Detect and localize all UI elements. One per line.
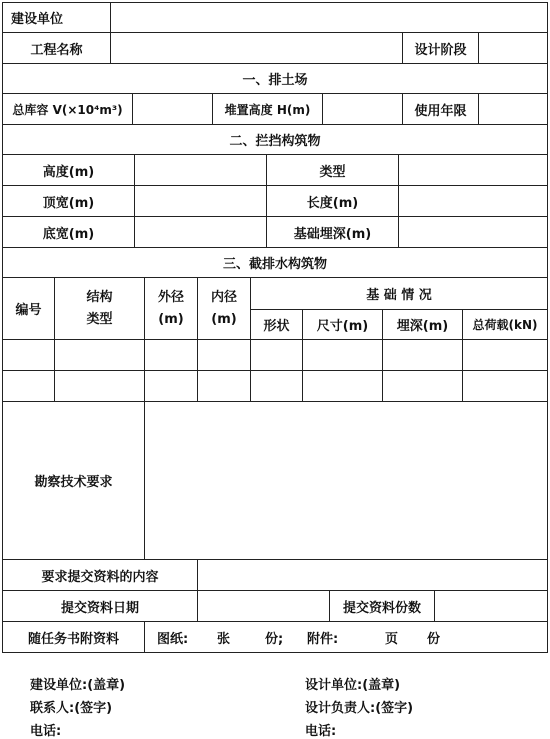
appendix-label: 附件: (307, 631, 339, 647)
label-bottom-width: 底宽(m) (3, 217, 135, 247)
cell-size[interactable] (303, 371, 383, 401)
cell-size[interactable] (303, 340, 383, 370)
table-row (2, 340, 548, 371)
field-total-capacity[interactable] (133, 94, 213, 124)
col-structure-type (55, 278, 145, 339)
field-submit-copies[interactable] (435, 591, 547, 621)
sheets-unit: 张 (217, 631, 231, 647)
footer-phone-left: 电话: (30, 724, 62, 739)
section3-header (2, 248, 548, 278)
label-top-width: 顶宽(m) (3, 186, 135, 216)
row-attachments (2, 622, 548, 653)
col-size: 尺寸(m) (303, 309, 383, 339)
field-submit-date[interactable] (198, 591, 330, 621)
field-design-stage[interactable] (479, 33, 547, 63)
row-retaining-2 (2, 186, 548, 217)
cell-inner[interactable] (198, 340, 251, 370)
footer-construction-unit: 建设单位:(盖章) (30, 678, 126, 693)
label-submit-content: 要求提交资料的内容 (3, 560, 198, 590)
row-submit-content (2, 560, 548, 591)
field-service-life[interactable] (479, 94, 547, 124)
label-construction-unit: 建设单位 (3, 3, 111, 32)
drawings-label: 图纸: (157, 631, 189, 647)
label-stack-height: 堆置高度 H(m) (213, 94, 323, 124)
section1-header (2, 64, 548, 94)
label-type: 类型 (267, 155, 399, 185)
copies2-unit: 份 (427, 631, 441, 647)
col-outer-line1: 外径 (157, 289, 184, 305)
foundation-title: 基 础 情 况 (366, 287, 432, 303)
cell-number[interactable] (3, 340, 55, 370)
label-submit-date: 提交资料日期 (3, 591, 198, 621)
row-submit-date (2, 591, 548, 622)
field-length[interactable] (399, 186, 547, 216)
field-survey-requirements[interactable] (145, 402, 547, 559)
row-dump-site (2, 94, 548, 125)
row-retaining-3 (2, 217, 548, 248)
label-total-capacity: 总库容 V(×10⁴m³) (3, 94, 133, 124)
section2-header (2, 125, 548, 155)
col-inner-diameter (198, 278, 251, 339)
table-row (2, 371, 548, 402)
label-length: 长度(m) (267, 186, 399, 216)
cell-inner[interactable] (198, 371, 251, 401)
cell-shape[interactable] (251, 340, 303, 370)
cell-outer[interactable] (145, 371, 198, 401)
cell-outer[interactable] (145, 340, 198, 370)
label-design-stage: 设计阶段 (403, 33, 479, 63)
drainage-table-header (2, 278, 548, 340)
field-stack-height[interactable] (323, 94, 403, 124)
cell-depth[interactable] (383, 371, 463, 401)
cell-load[interactable] (463, 340, 547, 370)
label-service-life: 使用年限 (403, 94, 479, 124)
pages-unit: 页 (385, 631, 399, 647)
label-height: 高度(m) (3, 155, 135, 185)
col-structure-line1: 结构 (86, 289, 113, 305)
field-submit-content[interactable] (198, 560, 547, 590)
cell-structure[interactable] (55, 340, 145, 370)
row-construction-unit (2, 2, 548, 33)
field-type[interactable] (399, 155, 547, 185)
field-bottom-width[interactable] (135, 217, 267, 247)
footer-design-unit: 设计单位:(盖章) (305, 678, 401, 693)
footer-contact: 联系人:(签字) (30, 701, 113, 716)
col-shape: 形状 (251, 309, 303, 339)
col-depth: 埋深(m) (383, 309, 463, 339)
row-survey-requirements (2, 402, 548, 560)
label-attachments: 随任务书附资料 (3, 622, 145, 652)
col-outer-diameter (145, 278, 198, 339)
signature-footer (0, 668, 550, 737)
label-project-name: 工程名称 (3, 33, 111, 63)
col-structure-line2: 类型 (86, 311, 113, 327)
section1-title: 一、排土场 (242, 73, 308, 88)
field-height[interactable] (135, 155, 267, 185)
col-inner-line1: 内径 (210, 289, 237, 305)
cell-structure[interactable] (55, 371, 145, 401)
col-inner-line2: (m) (211, 311, 237, 327)
field-attachments[interactable] (145, 622, 547, 652)
label-survey-requirements: 勘察技术要求 (3, 402, 145, 559)
row-project-name (2, 33, 548, 64)
label-submit-copies: 提交资料份数 (330, 591, 435, 621)
cell-depth[interactable] (383, 340, 463, 370)
label-foundation-depth: 基础埋深(m) (267, 217, 399, 247)
footer-design-lead: 设计负责人:(签字) (305, 701, 414, 716)
cell-number[interactable] (3, 371, 55, 401)
row-retaining-1 (2, 155, 548, 186)
field-foundation-depth[interactable] (399, 217, 547, 247)
copies-unit: 份; (265, 631, 284, 647)
survey-task-form (2, 2, 548, 653)
section2-title: 二、拦挡构筑物 (229, 134, 321, 149)
col-load: 总荷载(kN) (472, 317, 538, 332)
cell-shape[interactable] (251, 371, 303, 401)
cell-load[interactable] (463, 371, 547, 401)
field-project-name[interactable] (111, 33, 403, 63)
field-top-width[interactable] (135, 186, 267, 216)
footer-phone-right: 电话: (305, 724, 337, 739)
col-number: 编号 (3, 278, 55, 339)
section3-title: 三、截排水构筑物 (222, 257, 327, 272)
col-outer-line2: (m) (158, 311, 184, 327)
field-construction-unit[interactable] (111, 3, 547, 32)
